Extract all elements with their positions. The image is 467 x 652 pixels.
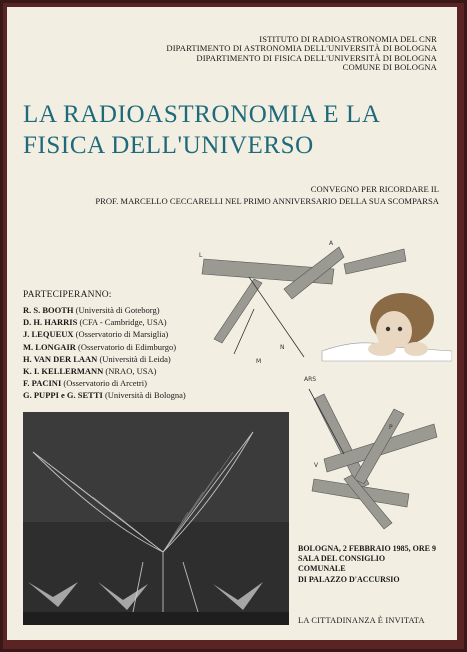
svg-text:A: A: [329, 240, 334, 247]
institution-line: DIPARTIMENTO DI FISICA DELL'UNIVERSITÀ DI BOLOGNA: [196, 52, 437, 63]
svg-text:N: N: [280, 344, 285, 351]
svg-text:ARS: ARS: [304, 376, 317, 383]
participant-row: [23, 353, 186, 365]
convegno-line-2: PROF. MARCELLO CECCARELLI NEL PRIMO ANNIVERSARIO DELLA SUA SCOMPARSA: [95, 196, 439, 206]
invitation-text: LA CITTADINANZA È INVITATA: [298, 616, 425, 625]
participant-row: [23, 316, 186, 328]
child-photo: [312, 289, 452, 369]
institution-line: ISTITUTO DI RADIOASTRONOMIA DEL CNR: [259, 34, 437, 44]
radio-telescope-photo: [23, 412, 289, 625]
participant-row: [23, 377, 186, 389]
participant-affiliation: (CFA - Cambridge, USA): [79, 317, 167, 328]
participant-name: H. VAN DER LAAN: [23, 353, 98, 364]
participant-name: J. LEQUEUX: [23, 329, 74, 340]
participant-row: [23, 328, 186, 340]
institutions-block: [77, 35, 437, 73]
participant-row: [23, 304, 186, 316]
svg-text:L: L: [199, 252, 203, 259]
participant-name: G. PUPPI e G. SETTI: [23, 390, 103, 401]
participant-row: [23, 341, 186, 353]
participant-affiliation: (Osservatorio di Marsiglia): [75, 329, 169, 340]
institution-line: DIPARTIMENTO DI ASTRONOMIA DELL'UNIVERSITÀ DI BOLOGNA: [166, 43, 437, 54]
svg-text:V: V: [314, 462, 319, 469]
institution-line: COMUNE DI BOLOGNA: [342, 62, 437, 73]
venue-line: DI PALAZZO D'ACCURSIO: [298, 574, 400, 584]
participant-affiliation: (Università di Leida): [99, 353, 171, 364]
participant-row: [23, 389, 186, 401]
participant-affiliation: (NRAO, USA): [105, 366, 157, 377]
svg-text:M: M: [256, 358, 262, 365]
participant-row: [23, 365, 186, 377]
convegno-line-1: CONVEGNO PER RICORDARE IL: [310, 184, 439, 194]
participant-affiliation: (Università di Bologna): [104, 390, 186, 401]
participant-affiliation: (Osservatorio di Edimburgo): [78, 341, 177, 352]
participant-name: F. PACINI: [23, 378, 62, 389]
participants-list: [23, 304, 186, 402]
convegno-text: [9, 183, 439, 207]
participant-name: K. I. KELLERMANN: [23, 366, 104, 377]
venue-line: BOLOGNA, 2 FEBBRAIO 1985, ORE 9: [298, 544, 437, 553]
participant-affiliation: (Università di Goteborg): [75, 305, 160, 315]
venue-line: COMUNALE: [298, 564, 346, 574]
participants-heading: PARTECIPERANNO:: [23, 290, 112, 300]
participant-affiliation: (Osservatorio di Arcetri): [63, 378, 147, 389]
venue-line: SALA DEL CONSIGLIO: [298, 554, 386, 564]
participant-name: R. S. BOOTH: [23, 305, 74, 315]
participant-name: D. H. HARRIS: [23, 317, 78, 328]
svg-text:P: P: [389, 424, 393, 431]
title-line-2: FISICA DELL'UNIVERSO: [23, 132, 314, 159]
telescope-photo-graphic: [23, 412, 289, 625]
venue-info: [298, 544, 436, 585]
poster-title: [23, 99, 453, 161]
poster: [7, 7, 457, 640]
participant-name: M. LONGAIR: [23, 341, 76, 352]
title-line-1: LA RADIOASTRONOMIA E LA: [23, 101, 381, 128]
